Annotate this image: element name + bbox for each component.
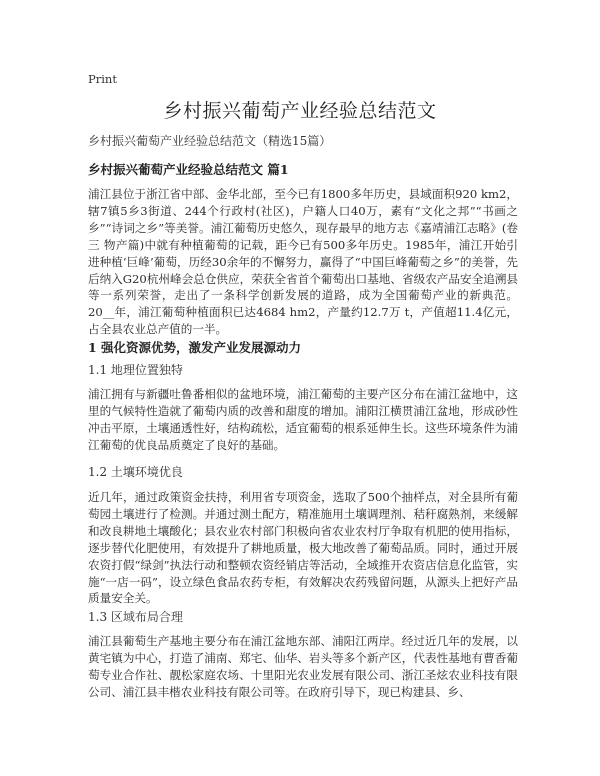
heading-1-2: 1.2 土壤环境优良 [88, 465, 183, 479]
document-subtitle: 乡村振兴葡萄产业经验总结范文（精选15篇） [88, 134, 332, 148]
print-label[interactable]: Print [88, 72, 117, 86]
paragraph-1-2: 近几年，通过政策资金扶持，利用省专项资金，选取了500个抽样点，对全县所有葡萄园土壤进行了检测。并通过测土配方，精准施用土壤调理剂、秸秆腐熟剂，来缓解和改良耕地土壤酸化；县农业农村部门积极向省农业农村厅争取有机肥的使用指标，逐步替代化肥使用，有效提升了耕地质量，极大地改善了葡萄品质。同时，通过开展农资打假“绿剑”执法行动和整顿农资经销店等活动，全域推开农资店信息化监管，实施“一店一码”，设立绿色食品农药专柜，有效解决农药残留问题，从源头上把好产品质量安全关。 [88, 490, 518, 606]
paragraph-1-1: 浦江拥有与新疆吐鲁番相似的盆地环境，浦江葡萄的主要产区分布在浦江盆地中，这里的气候特性造就了葡萄内质的改善和甜度的增加。浦阳江横贯浦江盆地，形成砂性冲击平原，土壤通透性好，结构疏松，适宜葡萄的根系延伸生长。这些环境条件为浦江葡萄的优良品质奠定了良好的基础。 [88, 387, 518, 452]
paragraph-1-3: 浦江县葡萄生产基地主要分布在浦江盆地东部、浦阳江两岸。经过近几年的发展，以黄宅镇为中心，打造了浦南、郑宅、仙华、岩头等多个新产区，代表性基地有曹香葡萄专业合作社、靓松家庭农场、十里阳光农业发展有限公司、浙江圣炫农业科技有限公司、浦江县丰楷农业科技有限公司等。在政府引导下，现已构建县、乡、 [88, 634, 518, 699]
section-heading: 乡村振兴葡萄产业经验总结范文 篇1 [88, 162, 289, 177]
heading-1: 1 强化资源优势，激发产业发展源动力 [88, 340, 302, 355]
document-title: 乡村振兴葡萄产业经验总结范文 [163, 100, 437, 122]
heading-1-1: 1.1 地理位置独特 [88, 363, 183, 377]
intro-paragraph: 浦江县位于浙江省中部、金华北部，至今已有1800多年历史，县域面积920 km2，辖7镇5乡3街道、244个行政村(社区)，户籍人口40万，素有“文化之邦”“书画之乡”“诗词之乡”等美誉。浦江葡萄历史悠久，现存最早的地方志《嘉靖浦江志略》(卷三 物产篇)中就有种植葡萄的记载，距今已有500多年历史。1985年，浦江开始引进种植‘巨峰’葡萄，历经30余年的不懈努力，赢得了“中国巨峰葡萄之乡”的美誉，先后纳入G20杭州峰会总仓供应，荣获全省首个葡萄出口基地、省级农产品安全追溯县等一系列荣誉，走出了一条科学创新发展的道路，成为全国葡萄产业的新典范。20__年，浦江葡萄种植面积已达4684 hm2，产量约12.7万 t，产值超11.4亿元，占全县农业总产值的一半。 [88, 187, 518, 337]
heading-1-3: 1.3 区域布局合理 [88, 610, 183, 624]
